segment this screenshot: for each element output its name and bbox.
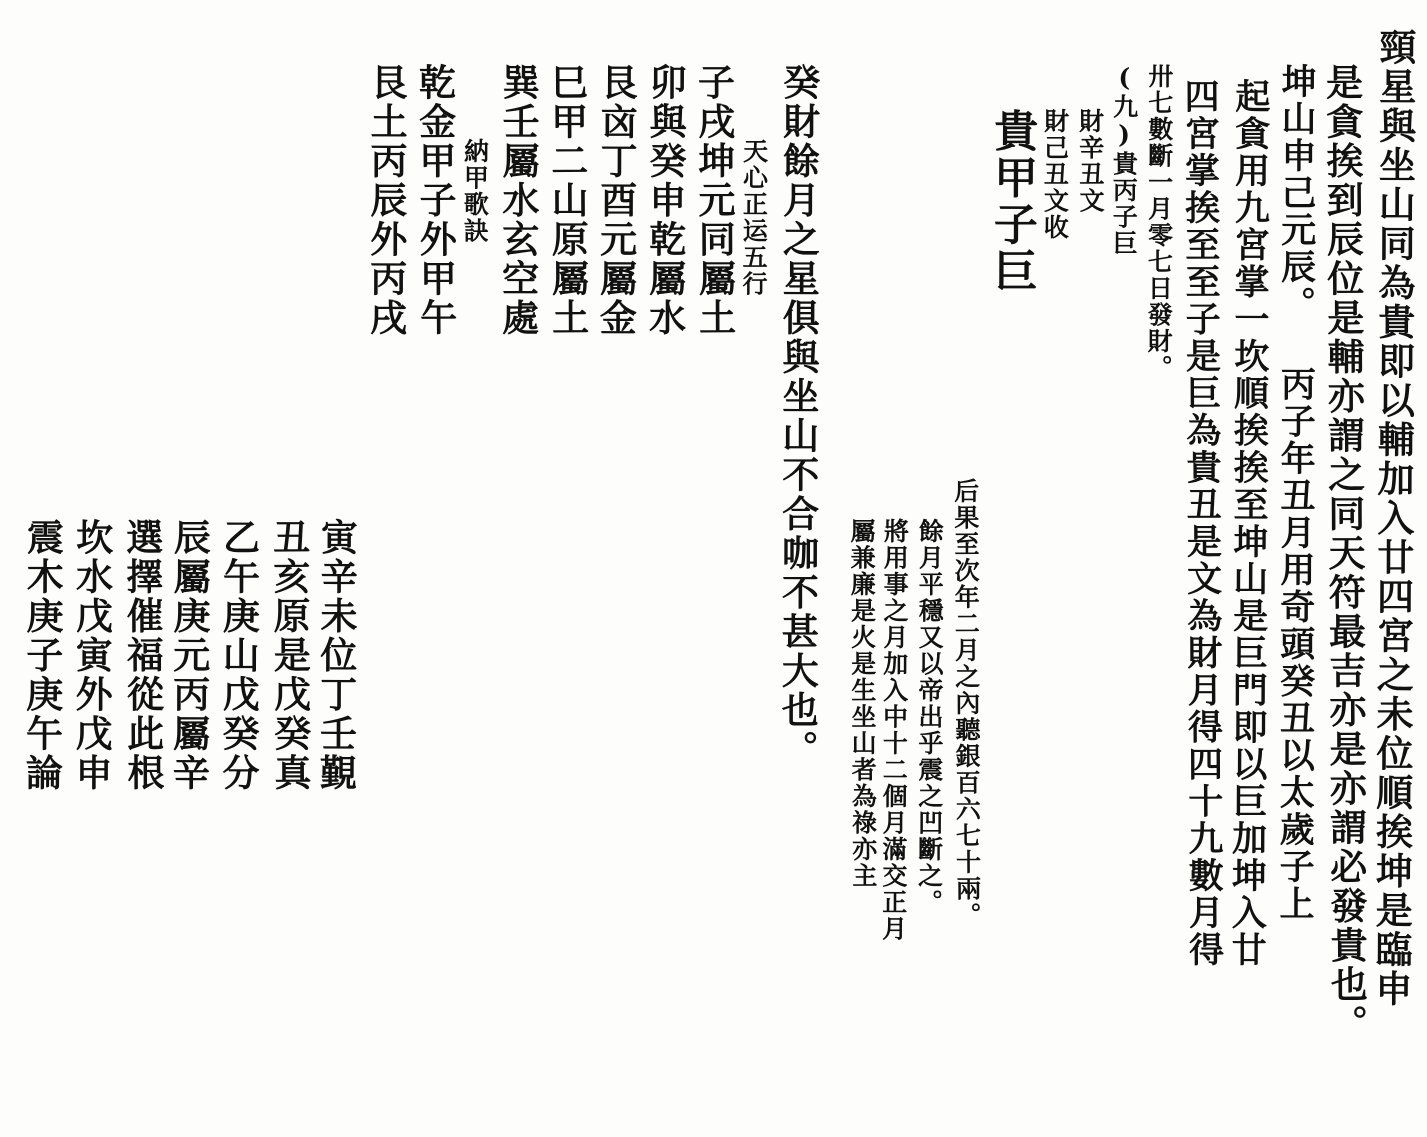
text-column: 是貪挨到辰位是輔亦謂之同天符最吉亦是亦謂必發貴也。 xyxy=(1319,62,1369,1044)
text-column: 乙午庚山戊癸分 xyxy=(215,517,261,793)
text-column: 天心正运五行 xyxy=(738,137,769,298)
text-column: 屬兼廉是火是生坐山者為祿亦主 xyxy=(846,517,878,890)
text-column: 坎水戊寅外戊申 xyxy=(68,517,114,793)
text-column: 辰屬庚元丙屬辛 xyxy=(166,517,212,793)
text-column: 貴甲子巨 xyxy=(985,107,1038,295)
text-column: (九)貴丙子巨 xyxy=(1109,62,1140,257)
text-column: 選擇催福從此根 xyxy=(119,517,165,793)
text-column: 乾金甲子外甲午 xyxy=(411,62,458,338)
text-column: 艮土丙辰外丙戌 xyxy=(363,62,408,338)
text-column: 寅辛未位丁壬覲 xyxy=(312,517,359,793)
text-column: 財辛丑文 xyxy=(1075,107,1105,215)
text-column: 后果至次年二月之內聽銀百六七十兩。 xyxy=(950,477,982,929)
text-column: 卯與癸申乾屬水 xyxy=(642,62,688,338)
text-column: 震木庚子庚午論 xyxy=(19,517,65,793)
text-column: 子戌坤元同屬土 xyxy=(691,62,737,338)
text-column: 將用事之月加入中十二個月滿交正月 xyxy=(878,517,910,943)
text-column: 艮㐫丁酉元屬金 xyxy=(593,62,639,338)
text-column: 四宮掌挨至至子是巨為貴丑是文為財月得四十九數月得 xyxy=(1178,77,1225,969)
text-column: 頸星與坐山同為貴即以輔加入廿四宮之未位順挨坤是臨申 xyxy=(1368,27,1418,1009)
text-column: 丑亥原是戊癸真 xyxy=(266,517,312,793)
text-column: 巽壬屬水玄空處 xyxy=(495,62,541,338)
text-column: 卅七數斷一月零七日發財。 xyxy=(1144,62,1174,382)
text-column: 餘月平穩又以帝出乎震之凹斷之。 xyxy=(914,517,945,916)
text-column: 癸財餘月之星俱與坐山不合咖不甚大也。 xyxy=(774,62,821,770)
text-column: 財己丑文收 xyxy=(1040,107,1070,241)
text-column: 巳甲二山原屬土 xyxy=(544,62,590,338)
text-column: 坤山申己元辰。 丙子年丑月用奇頭癸丑以太歲子上 xyxy=(1273,62,1318,923)
text-column: 起貪用九宮掌一坎順挨挨至坤山是巨門即以巨加坤入廿 xyxy=(1225,77,1271,969)
text-column: 納甲歌訣 xyxy=(459,137,490,245)
